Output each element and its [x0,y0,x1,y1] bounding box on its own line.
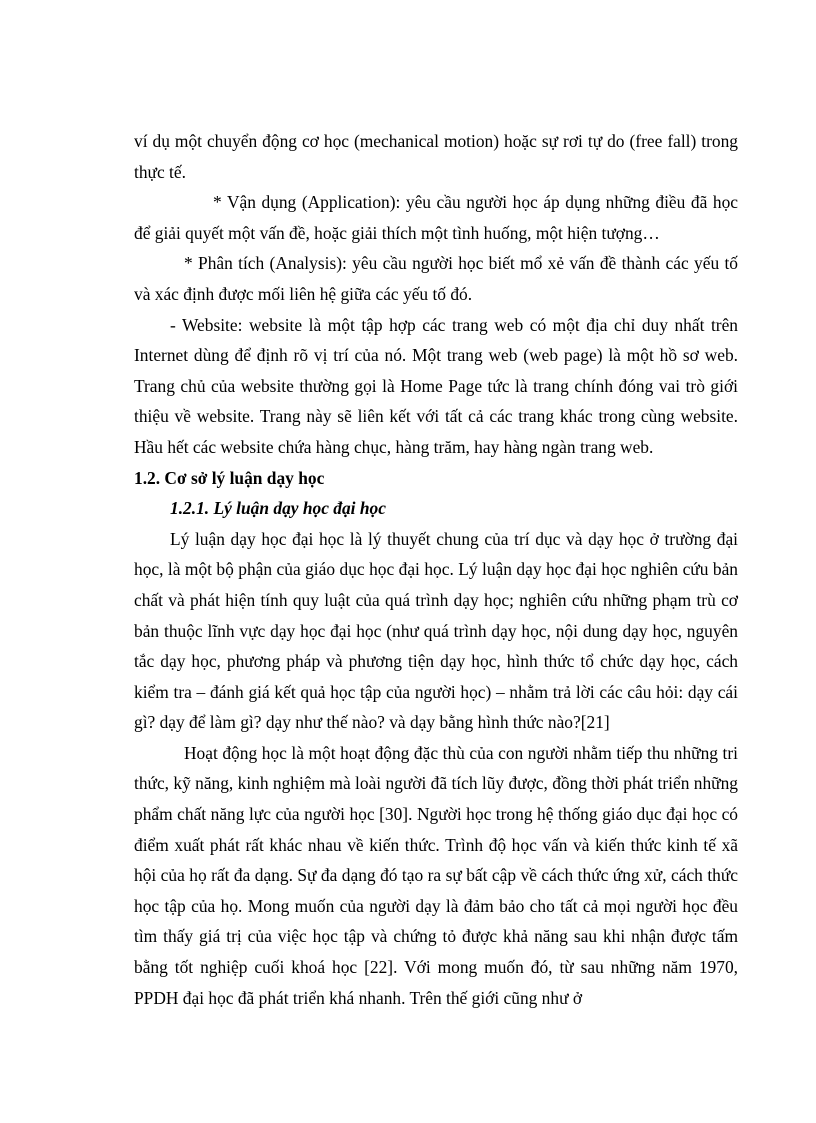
paragraph-teaching-theory: Lý luận dạy học đại học là lý thuyết chung của trí dục và dạy học ở trường đại học, là một bộ phận của giáo dục học đại học. Lý luận dạy học đại học nghiên cứu bản chất và phát hiện tính quy luật của quá trình dạy học; nghiên cứu những phạm trù cơ bản thuộc lĩnh vực dạy học đại học (như quá trình dạy học, nội dung dạy học, nguyên tắc dạy học, phương pháp và phương tiện dạy học, hình thức tổ chức dạy học, cách kiểm tra – đánh giá kết quả học tập của người học) – nhằm trả lời các câu hỏi: dạy cái gì? dạy để làm gì? dạy như thế nào? và dạy bằng hình thức nào?[21] [134,528,738,733]
subsection-heading-1-2-1: 1.2.1. Lý luận dạy học đại học [170,498,386,519]
paragraph-example-motion: ví dụ một chuyển động cơ học (mechanical motion) hoặc sự rơi tự do (free fall) trong thực tế. [134,131,738,182]
paragraph-learning-activity: Hoạt động học là một hoạt động đặc thù của con người nhằm tiếp thu những tri thức, kỹ năng, kinh nghiệm mà loài người đã tích lũy được, đồng thời phát triển những phẩm chất năng lực của người học [30]. Người học trong hệ thống giáo dục đại học có điểm xuất phát rất khác nhau về kiến thức. Trình độ học vấn và kiến thức kinh tế xã hội của họ rất đa dạng. Sự đa dạng đó tạo ra sự bất cập về cách thức ứng xử, cách thức học tập của họ. Mong muốn của người dạy là đảm bảo cho tất cả mọi người học đều tìm thấy giá trị của việc học tập và chứng tỏ được khả năng sau khi nhận được tấm bằng tốt nghiệp cuối khoá học [22]. Với mong muốn đó, từ sau những năm 1970, PPDH đại học đã phát triển khá nhanh. Trên thế giới cũng như ở [134,742,738,1008]
paragraph-application: * Vận dụng (Application): yêu cầu người học áp dụng những điều đã học để giải quyết một vấn đề, hoặc giải thích một tình huống, một hiện tượng… [134,192,738,243]
paragraph-analysis: * Phân tích (Analysis): yêu cầu người học biết mổ xẻ vấn đề thành các yếu tố và xác định được mối liên hệ giữa các yếu tố đó. [134,253,738,304]
document-page [134,126,738,1013]
section-heading-1-2: 1.2. Cơ sở lý luận dạy học [134,467,325,488]
paragraph-website: - Website: website là một tập hợp các trang web có một địa chỉ duy nhất trên Internet dùng để định rõ vị trí của nó. Một trang web (web page) là một hồ sơ web. Trang chủ của website thường gọi là Home Page tức là trang chính đóng vai trò giới thiệu về website. Trang này sẽ liên kết với tất cả các trang khác trong cùng website. Hầu hết các website chứa hàng chục, hàng trăm, hay hàng ngàn trang web. [134,314,738,457]
